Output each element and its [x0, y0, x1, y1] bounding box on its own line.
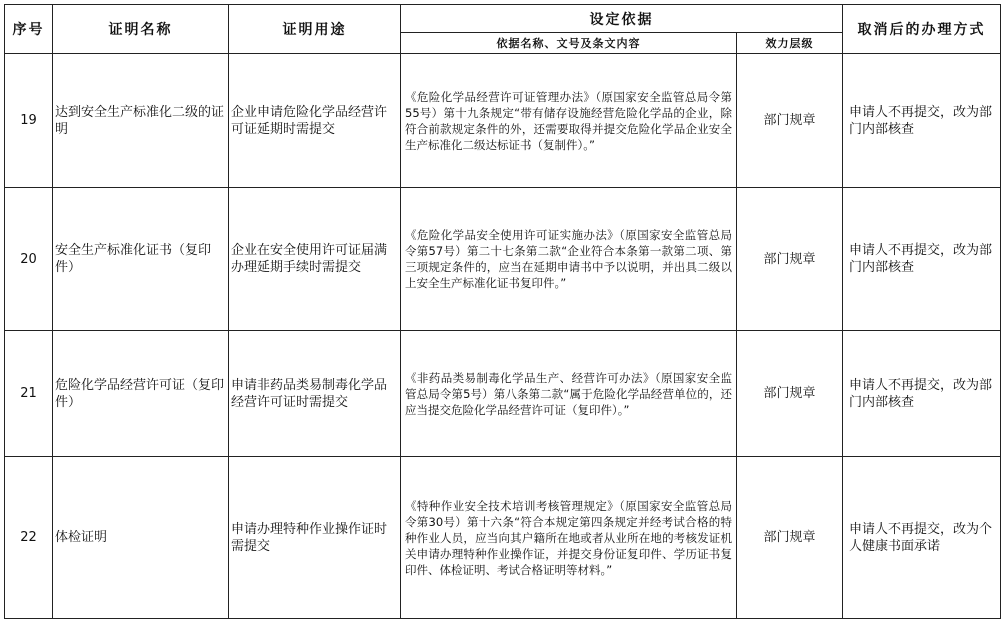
header-level: 效力层级	[737, 33, 843, 54]
level-cell: 部门规章	[737, 457, 843, 619]
cert-name-cell: 体检证明	[53, 457, 229, 619]
header-basis-doc: 依据名称、文号及条文内容	[401, 33, 737, 54]
cert-name-cell: 安全生产标准化证书（复印件）	[53, 188, 229, 331]
purpose-cell: 企业申请危险化学品经营许可证延期时需提交	[229, 54, 401, 188]
purpose-cell: 申请办理特种作业操作证时需提交	[229, 457, 401, 619]
method-cell: 申请人不再提交，改为部门内部核查	[843, 188, 1001, 331]
table-row	[5, 457, 1001, 619]
method-cell: 申请人不再提交，改为个人健康书面承诺	[843, 457, 1001, 619]
header-basis-group: 设定依据	[401, 5, 843, 33]
basis-cell: 《特种作业安全技术培训考核管理规定》（原国家安全监管总局令第30号）第十六条“符合本规定第四条规定并经考试合格的特种作业人员，应当向其户籍所在地或者从业所在地的考核发证机关申请办理特种作业操作证，并提交身份证复印件、学历证书复印件、体检证明、考试合格证明等材料。”	[401, 457, 737, 619]
header-cert-name: 证明名称	[53, 5, 229, 54]
row-number: 19	[5, 54, 53, 188]
row-number: 20	[5, 188, 53, 331]
cert-name-cell: 达到安全生产标准化二级的证明	[53, 54, 229, 188]
level-cell: 部门规章	[737, 331, 843, 457]
method-cell: 申请人不再提交，改为部门内部核查	[843, 54, 1001, 188]
basis-cell: 《非药品类易制毒化学品生产、经营许可办法》（原国家安全监管总局令第5号）第八条第二款“属于危险化学品经营单位的，还应当提交危险化学品经营许可证（复印件）。”	[401, 331, 737, 457]
row-number: 21	[5, 331, 53, 457]
header-seq: 序号	[5, 5, 53, 54]
header-purpose: 证明用途	[229, 5, 401, 54]
cert-name-cell: 危险化学品经营许可证（复印件）	[53, 331, 229, 457]
certificate-table	[4, 4, 1001, 619]
level-cell: 部门规章	[737, 188, 843, 331]
table-row	[5, 54, 1001, 188]
purpose-cell: 企业在安全使用许可证届满办理延期手续时需提交	[229, 188, 401, 331]
method-cell: 申请人不再提交，改为部门内部核查	[843, 331, 1001, 457]
purpose-cell: 申请非药品类易制毒化学品经营许可证时需提交	[229, 331, 401, 457]
basis-cell: 《危险化学品经营许可证管理办法》（原国家安全监管总局令第55号）第十九条规定“带有储存设施经营危险化学品的企业，除符合前款规定条件的外，还需要取得并提交危险化学品企业安全生产标准化二级达标证书（复制件）。”	[401, 54, 737, 188]
basis-cell: 《危险化学品安全使用许可证实施办法》（原国家安全监管总局令第57号）第二十七条第二款“企业符合本条第一款第二项、第三项规定条件的，应当在延期申请书中予以说明，并出具二级以上安全生产标准化证书复印件。”	[401, 188, 737, 331]
header-row	[5, 5, 1001, 33]
table-row	[5, 331, 1001, 457]
row-number: 22	[5, 457, 53, 619]
table-row	[5, 188, 1001, 331]
level-cell: 部门规章	[737, 54, 843, 188]
header-after-cancel: 取消后的办理方式	[843, 5, 1001, 54]
